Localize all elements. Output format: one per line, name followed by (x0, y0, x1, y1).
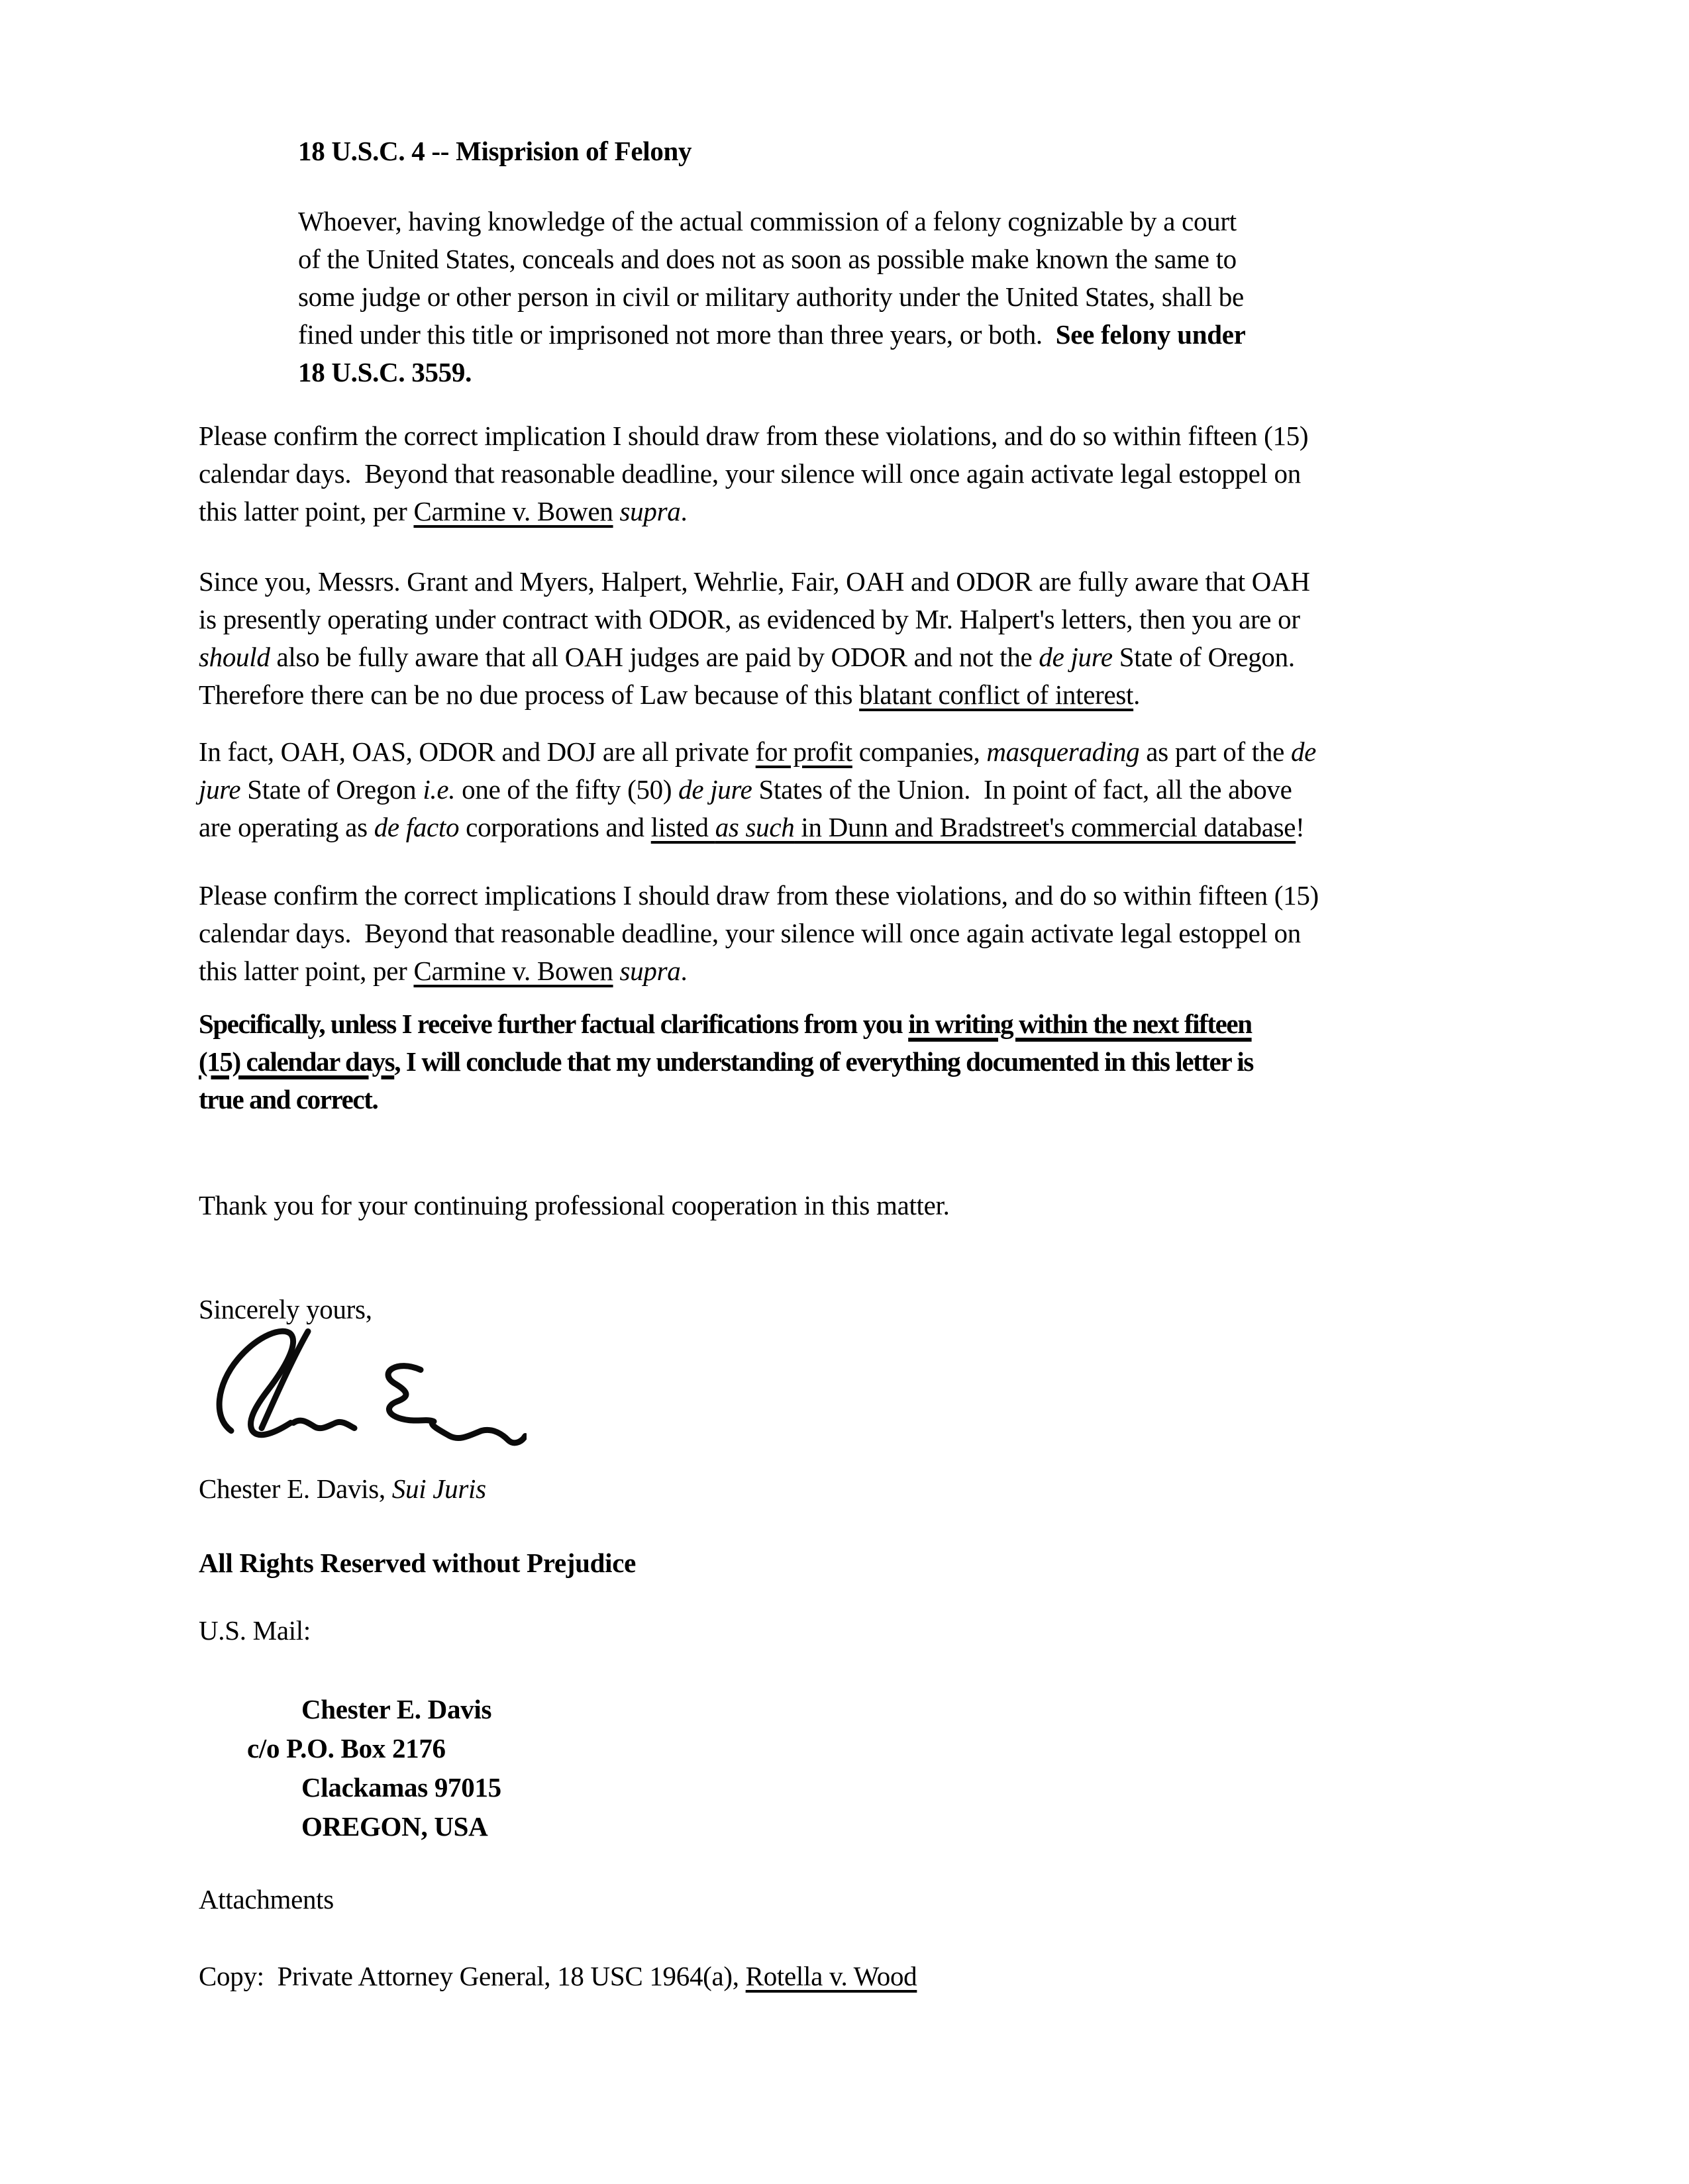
para-confirm-implication-line (199, 455, 1308, 493)
para-in-fact (199, 733, 1316, 846)
copy-line (199, 1958, 917, 1995)
rights-reserved (199, 1544, 636, 1582)
text-segment: See felony under (1055, 319, 1246, 350)
text-segment: 18 U.S.C. 3559. (298, 357, 472, 387)
text-segment: All Rights Reserved without Prejudice (199, 1548, 637, 1578)
statute-title: 18 U.S.C. 4 -- Misprision of Felony (298, 136, 692, 166)
text-segment: as part of the (1139, 736, 1291, 767)
signer-name (199, 1470, 486, 1508)
para-since-you-line (199, 638, 1310, 676)
mailing-address-line (199, 1690, 501, 1729)
text-segment: should (199, 642, 270, 672)
text-segment: Please confirm the correct implication I should draw from these violations, and do so within fifteen (15) (199, 421, 1309, 451)
text-segment: in Dunn and Bradstreet's commercial database (794, 812, 1296, 842)
para-specifically (199, 1005, 1253, 1118)
text-segment: Since you, Messrs. Grant and Myers, Halpert, Wehrlie, Fair, OAH and ODOR are fully aware that OAH (199, 566, 1310, 597)
text-segment (613, 496, 620, 526)
para-confirm-implications-line (199, 877, 1319, 915)
text-segment: Chester E. Davis (301, 1694, 492, 1724)
para-since-you (199, 563, 1310, 714)
text-segment: is presently operating under contract with ODOR, as evidenced by Mr. Halpert's letters, then you are or (199, 604, 1300, 634)
text-segment: de (1290, 736, 1317, 767)
closing-sincerely-line (199, 1291, 372, 1328)
text-segment: de jure (678, 774, 752, 805)
signer-name-line (199, 1470, 486, 1508)
attachments-label (199, 1881, 334, 1918)
text-segment: Copy: Private Attorney General, 18 USC 1964(a), (199, 1961, 746, 1991)
text-segment: Whoever, having knowledge of the actual commission of a felony cognizable by a court (298, 206, 1237, 236)
text-segment: U.S. Mail: (199, 1615, 311, 1646)
text-segment: this latter point, per (199, 496, 414, 526)
mailing-address-line (199, 1768, 501, 1807)
text-segment: some judge or other person in civil or military authority under the United States, shall be (298, 281, 1244, 312)
para-in-fact-line (199, 771, 1316, 809)
statute-heading-line (298, 132, 691, 170)
text-segment: calendar days. Beyond that reasonable deadline, your silence will once again activate legal estoppel on (199, 918, 1301, 948)
mailing-address-line (199, 1729, 501, 1768)
text-segment: as such (715, 812, 795, 842)
mailing-address (199, 1690, 501, 1846)
text-segment: Please confirm the correct implications I should draw from these violations, and do so within fifteen (15) (199, 880, 1319, 911)
attachments-label-line (199, 1881, 334, 1918)
text-segment: this latter point, per (199, 956, 414, 986)
signature-stroke-squiggle (293, 1420, 354, 1428)
statute-quote-line (298, 240, 1246, 278)
text-segment: de facto (374, 812, 460, 842)
para-since-you-line (199, 676, 1310, 714)
text-segment: ! (1296, 812, 1305, 842)
para-in-fact-line (199, 809, 1316, 846)
us-mail-label (199, 1612, 311, 1650)
text-segment: true and correct. (199, 1084, 378, 1115)
text-segment: in writing within the next fifteen (908, 1009, 1252, 1039)
para-thank-you-line (199, 1187, 950, 1224)
text-segment: also be fully aware that all OAH judges are paid by ODOR and not the (270, 642, 1039, 672)
text-segment: Attachments (199, 1884, 334, 1914)
para-specifically-line (199, 1043, 1253, 1081)
text-segment: State of Oregon (240, 774, 423, 805)
closing-sincerely (199, 1291, 372, 1328)
text-segment: States of the Union. In point of fact, all the above (752, 774, 1292, 805)
copy-line-line (199, 1958, 917, 1995)
para-confirm-implications-line (199, 952, 1319, 990)
statute-quote-line (298, 316, 1246, 354)
text-segment: Sui Juris (391, 1473, 486, 1504)
para-confirm-implications-line (199, 915, 1319, 952)
text-segment: listed (650, 812, 715, 842)
text-segment: blatant conflict of interest (859, 679, 1134, 710)
text-segment: corporations and (459, 812, 651, 842)
case-citation-rotella: Rotella v. Wood (745, 1961, 917, 1991)
para-confirm-implication (199, 417, 1308, 530)
case-citation-carmine: Carmine v. Bowen (413, 956, 613, 986)
text-segment: . (1133, 679, 1141, 710)
text-segment: jure (199, 774, 241, 805)
statute-quote-line (298, 354, 1246, 391)
text-segment: i.e. (423, 774, 456, 805)
mailing-address-line (199, 1807, 501, 1846)
text-segment: supra (619, 496, 681, 526)
text-segment: are operating as (199, 812, 374, 842)
text-segment: fined under this title or imprisoned not more than three years, or both. (298, 319, 1056, 350)
signature-stroke-e-tail (388, 1366, 525, 1443)
text-segment: Chester E. Davis, (199, 1473, 392, 1504)
case-citation-carmine: Carmine v. Bowen (413, 496, 613, 526)
text-segment: In fact, OAH, OAS, ODOR and DOJ are all private (199, 736, 756, 767)
text-segment: companies, (852, 736, 987, 767)
text-segment: of the United States, conceals and does not as soon as possible make known the same to (298, 244, 1237, 274)
text-segment: State of Oregon. (1112, 642, 1295, 672)
para-thank-you (199, 1187, 950, 1224)
text-segment: Clackamas 97015 (301, 1772, 501, 1803)
text-segment: (15) calendar days (199, 1046, 395, 1077)
text-segment: masquerading (986, 736, 1140, 767)
text-segment: Specifically, unless I receive further factual clarifications from you (199, 1009, 909, 1039)
para-specifically-line (199, 1081, 1253, 1118)
para-specifically-line (199, 1005, 1253, 1043)
text-segment: c/o P.O. Box 2176 (247, 1733, 446, 1763)
statute-quote-line (298, 278, 1246, 316)
text-segment: Thank you for your continuing professional cooperation in this matter. (199, 1190, 950, 1220)
para-since-you-line (199, 601, 1310, 638)
para-confirm-implication-line (199, 417, 1308, 455)
text-segment: supra (619, 956, 681, 986)
text-segment: . (680, 956, 688, 986)
text-segment: calendar days. Beyond that reasonable deadline, your silence will once again activate legal estoppel on (199, 458, 1301, 489)
para-since-you-line (199, 563, 1310, 601)
text-segment: . (680, 496, 688, 526)
statute-quote-line (298, 203, 1246, 240)
para-in-fact-line (199, 733, 1316, 771)
statute-quote (298, 203, 1246, 391)
text-segment: , I will conclude that my understanding of everything documented in this letter is (394, 1046, 1253, 1077)
text-segment: Sincerely yours, (199, 1294, 372, 1324)
text-segment: Therefore there can be no due process of Law because of this (199, 679, 860, 710)
text-segment: de jure (1039, 642, 1113, 672)
text-segment: OREGON, USA (301, 1811, 488, 1842)
signature-stroke-slash (262, 1332, 308, 1428)
text-segment: one of the fifty (50) (455, 774, 679, 805)
para-confirm-implication-line (199, 493, 1308, 530)
signature-image (209, 1324, 527, 1447)
text-segment (613, 956, 620, 986)
statute-heading (298, 132, 691, 170)
para-confirm-implications (199, 877, 1319, 990)
rights-reserved-line (199, 1544, 636, 1582)
text-segment: for profit (755, 736, 852, 767)
us-mail-label-line (199, 1612, 311, 1650)
